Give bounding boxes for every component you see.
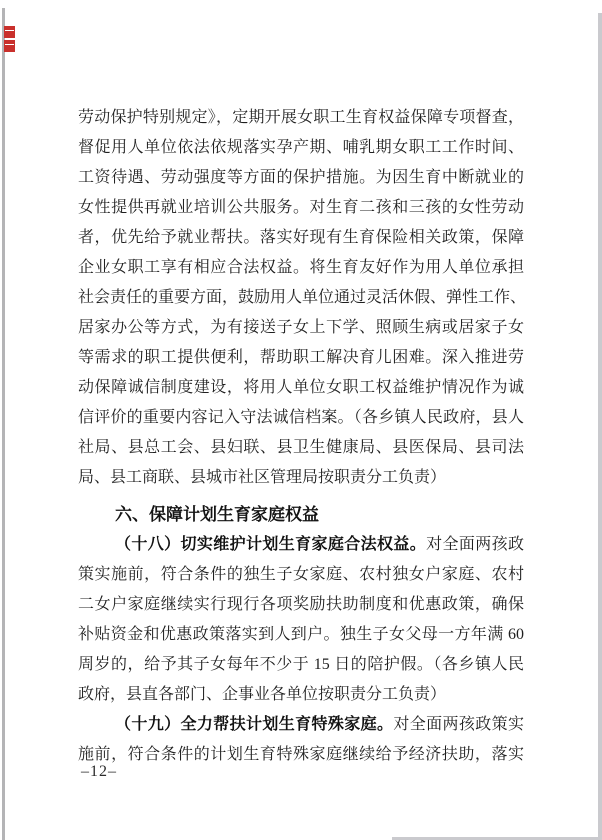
text-line: 施前，符合条件的计划生育特殊家庭继续给予经济扶助，落实 <box>78 746 524 763</box>
text-line: 女性提供再就业培训公共服务。对生育二孩和三孩的女性劳动 <box>78 199 524 216</box>
text-line: 补贴资金和优惠政策落实到人到户。独生子女父母一方年满 60 <box>78 626 524 643</box>
text-block <box>78 103 527 770</box>
page-number: –12– <box>81 763 117 780</box>
text-line: 社局、县总工会、县妇联、县卫生健康局、县医保局、县司法 <box>78 439 524 456</box>
text-line: 策实施前，符合条件的独生子女家庭、农村独女户家庭、农村 <box>78 566 524 583</box>
section-heading: 六、保障计划生育家庭权益 <box>115 505 319 524</box>
text-line: 劳动保护特别规定》，定期开展女职工生育权益保障专项督查， <box>78 109 524 126</box>
text-line: 信评价的重要内容记入守法诚信档案。（各乡镇人民政府，县人 <box>78 409 524 426</box>
text-line: 居家办公等方式，为有接送子女上下学、照顾生病或居家子女 <box>78 319 524 336</box>
text-line: （十九）全力帮扶计划生育特殊家庭。对全面两孩政策实 <box>115 716 524 733</box>
bold-run: （十八）切实维护计划生育家庭合法权益。 <box>115 536 427 553</box>
text-line: 局、县工商联、县城市社区管理局按职责分工负责） <box>78 469 447 486</box>
bold-run: （十九）全力帮扶计划生育特殊家庭。 <box>115 716 394 733</box>
scan-edge-left <box>2 8 5 840</box>
text-line: （十八）切实维护计划生育家庭合法权益。对全面两孩政 <box>115 536 524 553</box>
red-stamp-mark <box>5 41 14 51</box>
text-line: 督促用人单位依法依规落实孕产期、哺乳期女职工工作时间、 <box>78 139 524 156</box>
text-line: 二女户家庭继续实行现行各项奖励扶助制度和优惠政策，确保 <box>78 596 524 613</box>
text-line: 周岁的，给予其子女每年不少于 15 日的陪护假。（各乡镇人民 <box>78 656 524 673</box>
text-line: 动保障诚信制度建设，将用人单位女职工权益维护情况作为诚 <box>78 379 524 396</box>
text-line: 者，优先给予就业帮扶。落实好现有生育保险相关政策，保障 <box>78 229 524 246</box>
text-line: 企业女职工享有相应合法权益。将生育友好作为用人单位承担 <box>78 259 524 276</box>
text-line: 工资待遇、劳动强度等方面的保护措施。为因生育中断就业的 <box>78 169 524 186</box>
text-line: 等需求的职工提供便利，帮助职工解决育儿困难。深入推进劳 <box>78 349 524 366</box>
text-line: 社会责任的重要方面，鼓励用人单位通过灵活休假、弹性工作、 <box>78 289 527 306</box>
scan-edge-right <box>598 13 602 840</box>
text-line: 政府，县直各部门、企事业各单位按职责分工负责） <box>78 686 447 703</box>
red-stamp-mark <box>5 27 14 37</box>
